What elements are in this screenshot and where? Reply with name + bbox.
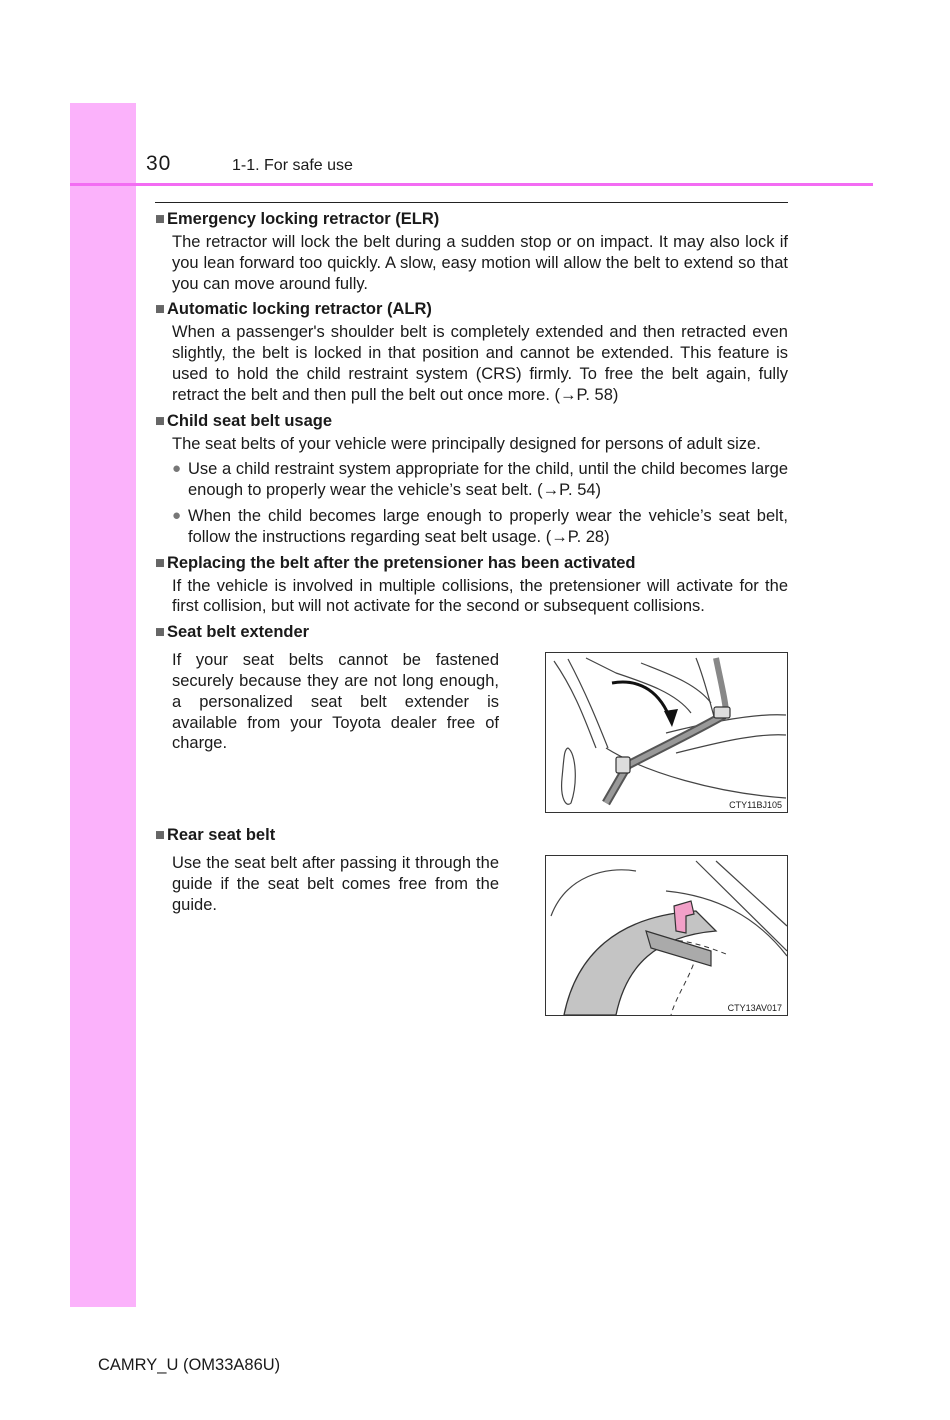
heading-child-seat-belt: Child seat belt usage <box>166 411 333 430</box>
section-elr <box>155 209 788 294</box>
section-pretensioner <box>155 553 788 618</box>
page-number: 30 <box>146 152 172 175</box>
paragraph-elr: The retractor will lock the belt during a sudden stop or on impact. It may also lock if you lean forward too quickly. A slow, easy motion will allow the belt to extend so that you can move around fully. <box>172 233 788 293</box>
footer-model: CAMRY_U (OM33A86U) <box>98 1356 281 1374</box>
paragraph-rear-seat-belt: Use the seat belt after passing it through the guide if the seat belt comes free from the guide. <box>172 854 499 914</box>
circle-bullet-icon: ● <box>172 460 182 478</box>
content-body <box>155 208 788 1016</box>
square-bullet-icon: ■ <box>155 826 165 845</box>
figure-label: CTY13AV017 <box>727 1003 782 1014</box>
heading-elr: Emergency locking retractor (ELR) <box>166 210 440 228</box>
square-bullet-icon: ■ <box>155 623 165 642</box>
section-child-seat-belt <box>155 411 788 548</box>
bullet-text: Use a child restraint system appropriate for the child, until the child becomes large enough to properly wear the vehicle’s seat belt. (→P. 54) <box>188 460 788 500</box>
heading-pretensioner: Replacing the belt after the pretensioner has been activated <box>166 553 636 572</box>
side-tab-band <box>70 103 136 1307</box>
list-item <box>172 459 788 501</box>
heading-alr: Automatic locking retractor (ALR) <box>166 300 432 319</box>
heading-rear-seat-belt: Rear seat belt <box>166 826 276 845</box>
bullet-text: When the child becomes large enough to properly wear the vehicle’s seat belt, follow the instructions regarding seat belt usage. (→P. 28) <box>188 506 788 546</box>
content-rule <box>155 202 788 203</box>
seat-belt-extender-illustration <box>545 652 788 813</box>
paragraph-seat-belt-extender: If your seat belts cannot be fastened securely because they are not long enough, a personalized seat belt extender is available from your Toyota dealer free of charge. <box>172 651 499 753</box>
section-alr <box>155 299 788 405</box>
list-item <box>172 506 788 548</box>
paragraph-child-seat-belt: The seat belts of your vehicle were principally designed for persons of adult size. <box>172 434 761 453</box>
square-bullet-icon: ■ <box>155 411 165 430</box>
section-title: 1-1. For safe use <box>232 157 353 174</box>
heading-seat-belt-extender: Seat belt extender <box>166 623 310 642</box>
square-bullet-icon: ■ <box>155 210 165 228</box>
paragraph-alr: When a passenger's shoulder belt is completely extended and then retracted even slightly, the belt is locked in that position and cannot be extended. This feature is used to hold the child restraint system (CRS) firmly. To free the belt again, fully retract the belt and then pull the belt out once more. (→P. 58) <box>172 323 788 404</box>
circle-bullet-icon: ● <box>172 506 182 524</box>
header-rule <box>70 183 873 186</box>
figure-label: CTY11BJ105 <box>729 800 782 811</box>
section-seat-belt-extender <box>155 622 788 813</box>
section-rear-seat-belt <box>155 825 788 1016</box>
square-bullet-icon: ■ <box>155 553 165 572</box>
paragraph-pretensioner: If the vehicle is involved in multiple collisions, the pretensioner will activate for the first collision, but will not activate for the second or subsequent collisions. <box>172 576 788 616</box>
square-bullet-icon: ■ <box>155 300 165 319</box>
rear-seat-belt-guide-illustration <box>545 855 788 1016</box>
